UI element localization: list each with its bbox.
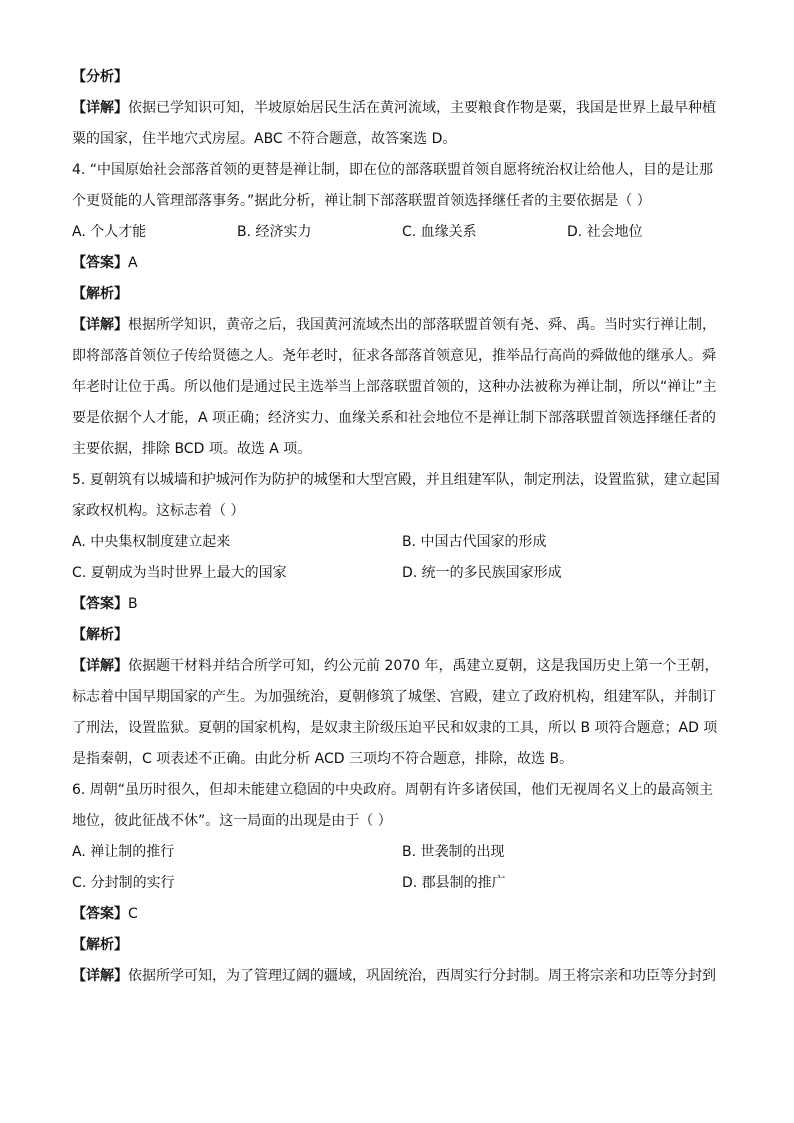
answer-value: B xyxy=(128,596,138,612)
detail-text: 依据所学可知，为了管理辽阔的疆域，巩固统治，西周实行分封制。周王将宗亲和功臣等分封到 xyxy=(128,968,716,984)
q5-option-b: B. 中国古代国家的形成 xyxy=(402,534,547,550)
q5-option-a: A. 中央集权制度建立起来 xyxy=(72,534,231,550)
q6-option-d: D. 郡县制的推广 xyxy=(402,875,506,891)
q5-detail-line-4: 是指秦朝，C 项表述不正确。由此分析 ACD 三项均不符合题意，排除，故选 B。 xyxy=(72,751,574,767)
q5-detail-line-1 xyxy=(72,651,732,682)
explain-tag: 【解析】 xyxy=(72,937,128,953)
answer-value: C xyxy=(128,906,138,922)
q6-option-a: A. 禅让制的推行 xyxy=(72,844,175,860)
q4-detail-line-5: 主要依据，排除 BCD 项。故选 A 项。 xyxy=(72,441,312,457)
detail-tag: 【详解】 xyxy=(72,100,128,116)
q6-option-b: B. 世袭制的出现 xyxy=(402,844,505,860)
q6-detail-line-1 xyxy=(72,961,732,992)
answer-tag: 【答案】 xyxy=(72,255,128,271)
q5-stem-line-2: 家政权机构。这标志着（ ） xyxy=(72,503,245,519)
q6-options-row-1 xyxy=(72,837,732,868)
q4-option-d: D. 社会地位 xyxy=(567,224,643,240)
q3-detail-line-1 xyxy=(72,93,732,124)
explain-tag: 【解析】 xyxy=(72,286,128,302)
analysis-tag: 【分析】 xyxy=(72,69,128,85)
answer-tag: 【答案】 xyxy=(72,906,128,922)
q6-answer xyxy=(72,899,732,930)
q5-detail-line-3: 了刑法，设置监狱。夏朝的国家机构，是奴隶主阶级压迫平民和奴隶的工具，所以 B 项符合题意；AD 项 xyxy=(72,720,718,736)
q5-options-row-2 xyxy=(72,558,732,589)
q5-explain-heading xyxy=(72,620,732,651)
q4-answer xyxy=(72,248,732,279)
q5-option-d: D. 统一的多民族国家形成 xyxy=(402,565,562,581)
detail-tag: 【详解】 xyxy=(72,968,128,984)
detail-tag: 【详解】 xyxy=(72,658,128,674)
q4-detail-line-4: 要是依据个人才能，A 项正确；经济实力、血缘关系和社会地位不是禅让制下部落联盟首领选择继任者的 xyxy=(72,410,717,426)
q6-stem-line-1: 6. 周朝“虽历时很久，但却未能建立稳固的中央政府。周朝有许多诸侯国，他们无视周名义上的最高领主 xyxy=(72,782,714,798)
q4-explain-heading xyxy=(72,279,732,310)
q5-option-c: C. 夏朝成为当时世界上最大的国家 xyxy=(72,565,287,581)
q4-detail-line-3: 年老时让位于禹。所以他们是通过民主选举当上部落联盟首领的，这种办法被称为禅让制，所以“禅让”主 xyxy=(72,379,717,395)
explain-tag: 【解析】 xyxy=(72,627,128,643)
q6-options-row-2 xyxy=(72,868,732,899)
q5-detail-line-2: 标志着中国早期国家的产生。为加强统治，夏朝修筑了城堡、宫殿，建立了政府机构，组建军队，并制订 xyxy=(72,689,716,705)
q4-stem-line-2: 个更贤能的人管理部落事务。”据此分析，禅让制下部落联盟首领选择继任者的主要依据是（ ） xyxy=(72,193,651,209)
q4-option-c: C. 血缘关系 xyxy=(402,224,477,240)
q4-option-a: A. 个人才能 xyxy=(72,224,147,240)
detail-text: 依据题干材料并结合所学可知，约公元前 2070 年，禹建立夏朝，这是我国历史上第一个王朝， xyxy=(128,658,719,674)
detail-text: 依据已学知识可知，半坡原始居民生活在黄河流域，主要粮食作物是粟，我国是世界上最早种植 xyxy=(128,100,716,116)
q6-explain-heading xyxy=(72,930,732,961)
q3-analysis-heading xyxy=(72,62,732,93)
q5-answer xyxy=(72,589,732,620)
document-page xyxy=(72,62,732,992)
q4-stem-line-1: 4. “中国原始社会部落首领的更替是禅让制，即在位的部落联盟首领自愿将统治权让给他人，目的是让那 xyxy=(72,162,714,178)
q6-option-c: C. 分封制的实行 xyxy=(72,875,175,891)
q5-stem-line-1: 5. 夏朝筑有以城墙和护城河作为防护的城堡和大型宫殿，并且组建军队，制定刑法，设置监狱，建立起国 xyxy=(72,472,720,488)
q6-stem-line-2: 地位，彼此征战不休”。这一局面的出现是由于（ ） xyxy=(72,813,392,829)
q4-detail-line-2: 即将部落首领位子传给贤德之人。尧年老时，征求各部落首领意见，推举品行高尚的舜做他的继承人。舜 xyxy=(72,348,716,364)
q4-option-b: B. 经济实力 xyxy=(237,224,312,240)
detail-tag: 【详解】 xyxy=(72,317,128,333)
q3-detail-line-2: 粟的国家，住半地穴式房屋。ABC 不符合题意，故答案选 D。 xyxy=(72,131,457,147)
q4-detail-line-1 xyxy=(72,310,732,341)
q5-options-row-1 xyxy=(72,527,732,558)
answer-value: A xyxy=(128,255,138,271)
answer-tag: 【答案】 xyxy=(72,596,128,612)
q4-options xyxy=(72,217,732,248)
detail-text: 根据所学知识，黄帝之后，我国黄河流域杰出的部落联盟首领有尧、舜、禹。当时实行禅让制， xyxy=(128,317,716,333)
